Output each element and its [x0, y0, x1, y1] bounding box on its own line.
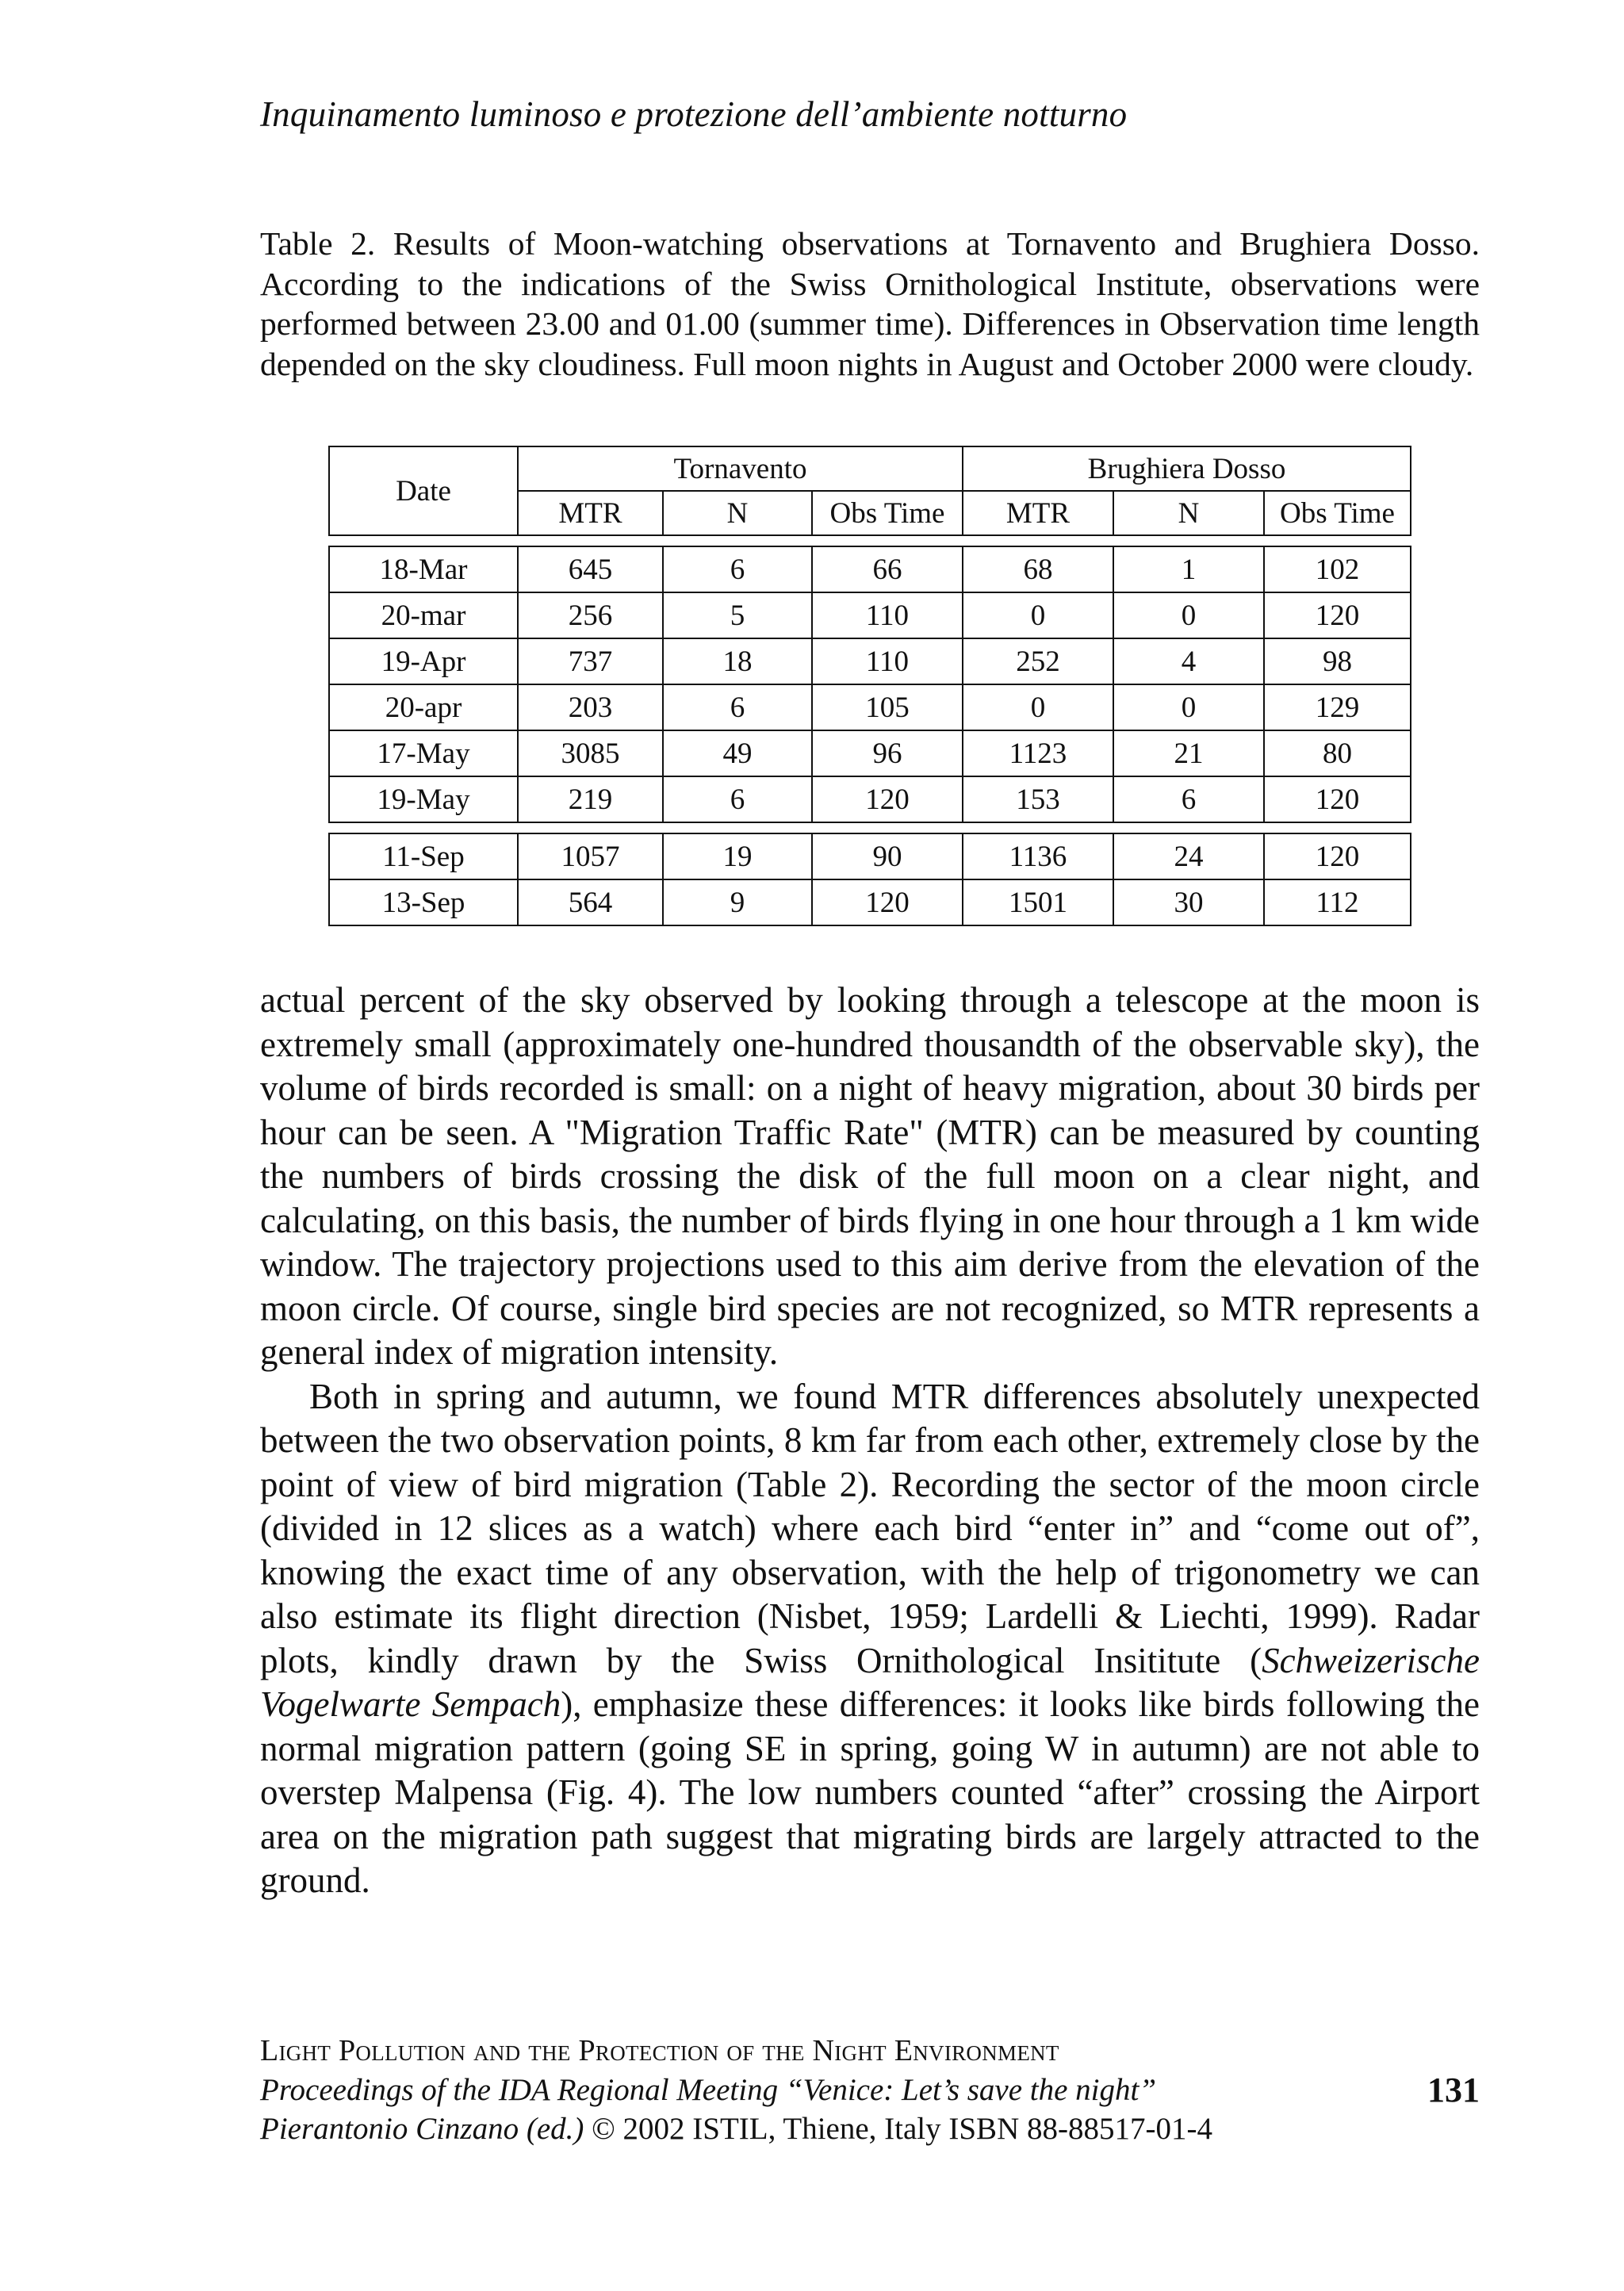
table-cell: 203 — [518, 684, 663, 730]
table-cell: 19 — [663, 833, 812, 879]
table-header-row-1 — [329, 446, 1411, 491]
column-header: N — [663, 491, 812, 535]
paragraph — [260, 1375, 1480, 1903]
table-row — [329, 684, 1411, 730]
date-cell: 20-apr — [329, 684, 518, 730]
table-cell: 112 — [1264, 879, 1411, 925]
table-spacer — [329, 822, 1411, 833]
site-header-brughiera: Brughiera Dosso — [963, 446, 1411, 491]
table-cell: 68 — [963, 546, 1113, 592]
table-cell: 102 — [1264, 546, 1411, 592]
table-row — [329, 638, 1411, 684]
table-cell: 0 — [963, 684, 1113, 730]
footer-copyright: © 2002 ISTIL, Thiene, Italy ISBN 88-88517-01-4 — [584, 2112, 1212, 2146]
table-cell: 6 — [663, 546, 812, 592]
table-row — [329, 546, 1411, 592]
paragraph-text: Both in spring and autumn, we found MTR differences absolutely unexpected between the two observation points, 8 km far from each other, extremely close by the point of view of bird migration (Table 2). Recording the sector of the moon circle (divided in 12 slices as a watch) where each bird “enter in” and “come out of”, knowing the exact time of any observation, with the help of trigonometry we can also estimate its flight direction (Nisbet, 1959; Lardelli & Liechti, 1999). Radar plots, kindly drawn by the Swiss Ornithological Insititute ( — [260, 1376, 1480, 1680]
table-cell: 98 — [1264, 638, 1411, 684]
table-cell: 0 — [963, 592, 1113, 638]
table-spacer-cell — [329, 535, 1411, 546]
date-cell: 20-mar — [329, 592, 518, 638]
table-cell: 120 — [812, 776, 963, 822]
table-cell: 18 — [663, 638, 812, 684]
table-cell: 252 — [963, 638, 1113, 684]
column-header: Obs Time — [1264, 491, 1411, 535]
table-cell: 1501 — [963, 879, 1113, 925]
table-cell: 564 — [518, 879, 663, 925]
column-header: MTR — [963, 491, 1113, 535]
column-header: N — [1113, 491, 1264, 535]
table-cell: 645 — [518, 546, 663, 592]
paragraph-text: ), emphasize these differences: it looks like birds following the normal migration pattern (going SE in spring, going W in autumn) are not able to overstep Malpensa (Fig. 4). The low numbers counted “after” crossing the Airport area on the migration path suggest that migrating birds are largely attracted to the ground. — [260, 1684, 1480, 1900]
footer — [260, 2032, 1480, 2148]
date-cell: 18-Mar — [329, 546, 518, 592]
table-cell: 1123 — [963, 730, 1113, 776]
footer-editor: Pierantonio Cinzano (ed.) — [260, 2112, 584, 2146]
footer-editor-line — [260, 2109, 1480, 2148]
page-number: 131 — [1427, 2071, 1480, 2109]
table-cell: 219 — [518, 776, 663, 822]
date-cell: 19-May — [329, 776, 518, 822]
table-cell: 96 — [812, 730, 963, 776]
table-spacer — [329, 535, 1411, 546]
table-row — [329, 730, 1411, 776]
footer-proceedings: Proceedings of the IDA Regional Meeting “Venice: Let’s save the night” — [260, 2073, 1157, 2107]
date-cell: 13-Sep — [329, 879, 518, 925]
table-cell: 1136 — [963, 833, 1113, 879]
table-cell: 0 — [1113, 592, 1264, 638]
table-row — [329, 592, 1411, 638]
table-cell: 66 — [812, 546, 963, 592]
table-cell: 90 — [812, 833, 963, 879]
table-cell: 120 — [1264, 592, 1411, 638]
table-caption: Table 2. Results of Moon-watching observations at Tornavento and Brughiera Dosso. According to the indications of the Swiss Ornithological Institute, observations were performed between 23.00 and 01.00 (summer time). Differences in Observation time length depended on the sky cloudiness. Full moon nights in August and October 2000 were cloudy. — [260, 225, 1480, 382]
table-cell: 5 — [663, 592, 812, 638]
table-cell: 256 — [518, 592, 663, 638]
institute-name-italic: Schweizerische Vogelwarte Sempach — [260, 1640, 1480, 1724]
table-cell: 24 — [1113, 833, 1264, 879]
table-cell: 9 — [663, 879, 812, 925]
column-header: MTR — [518, 491, 663, 535]
date-cell: 19-Apr — [329, 638, 518, 684]
site-header-tornavento: Tornavento — [518, 446, 963, 491]
table-cell: 120 — [812, 879, 963, 925]
date-cell: 17-May — [329, 730, 518, 776]
table-cell: 737 — [518, 638, 663, 684]
table-cell: 49 — [663, 730, 812, 776]
table-cell: 120 — [1264, 833, 1411, 879]
table-row — [329, 776, 1411, 822]
results-table — [328, 446, 1411, 926]
table-cell: 6 — [1113, 776, 1264, 822]
date-cell: 11-Sep — [329, 833, 518, 879]
results-table-container — [328, 446, 1410, 926]
table-spacer-cell — [329, 822, 1411, 833]
table-cell: 21 — [1113, 730, 1264, 776]
table-row — [329, 879, 1411, 925]
column-header: Obs Time — [812, 491, 963, 535]
table-cell: 80 — [1264, 730, 1411, 776]
date-header: Date — [329, 446, 518, 535]
table-cell: 120 — [1264, 776, 1411, 822]
table-cell: 110 — [812, 592, 963, 638]
running-head: Inquinamento luminoso e protezione dell’ambiente notturno — [260, 94, 1128, 134]
table-cell: 6 — [663, 776, 812, 822]
table-cell: 4 — [1113, 638, 1264, 684]
body-text — [260, 979, 1480, 1903]
table-cell: 129 — [1264, 684, 1411, 730]
paragraph: actual percent of the sky observed by looking through a telescope at the moon is extremely small (approximately one-hundred thousandth of the observable sky), the volume of birds recorded is small: on a night of heavy migration, about 30 birds per hour can be seen. A "Migration Traffic Rate" (MTR) can be measured by counting the numbers of birds crossing the disk of the full moon on a clear night, and calculating, on this basis, the number of birds flying in one hour through a 1 km wide window. The trajectory projections used to this aim derive from the elevation of the moon circle. Of course, single bird species are not recognized, so MTR represents a general index of migration intensity. — [260, 980, 1480, 1372]
table-cell: 30 — [1113, 879, 1264, 925]
table-row — [329, 833, 1411, 879]
table-cell: 6 — [663, 684, 812, 730]
table-cell: 0 — [1113, 684, 1264, 730]
table-cell: 3085 — [518, 730, 663, 776]
footer-series-title: Light Pollution and the Protection of the Night Environment — [260, 2034, 1059, 2067]
table-cell: 1057 — [518, 833, 663, 879]
table-cell: 110 — [812, 638, 963, 684]
table-cell: 1 — [1113, 546, 1264, 592]
table-cell: 105 — [812, 684, 963, 730]
table-cell: 153 — [963, 776, 1113, 822]
